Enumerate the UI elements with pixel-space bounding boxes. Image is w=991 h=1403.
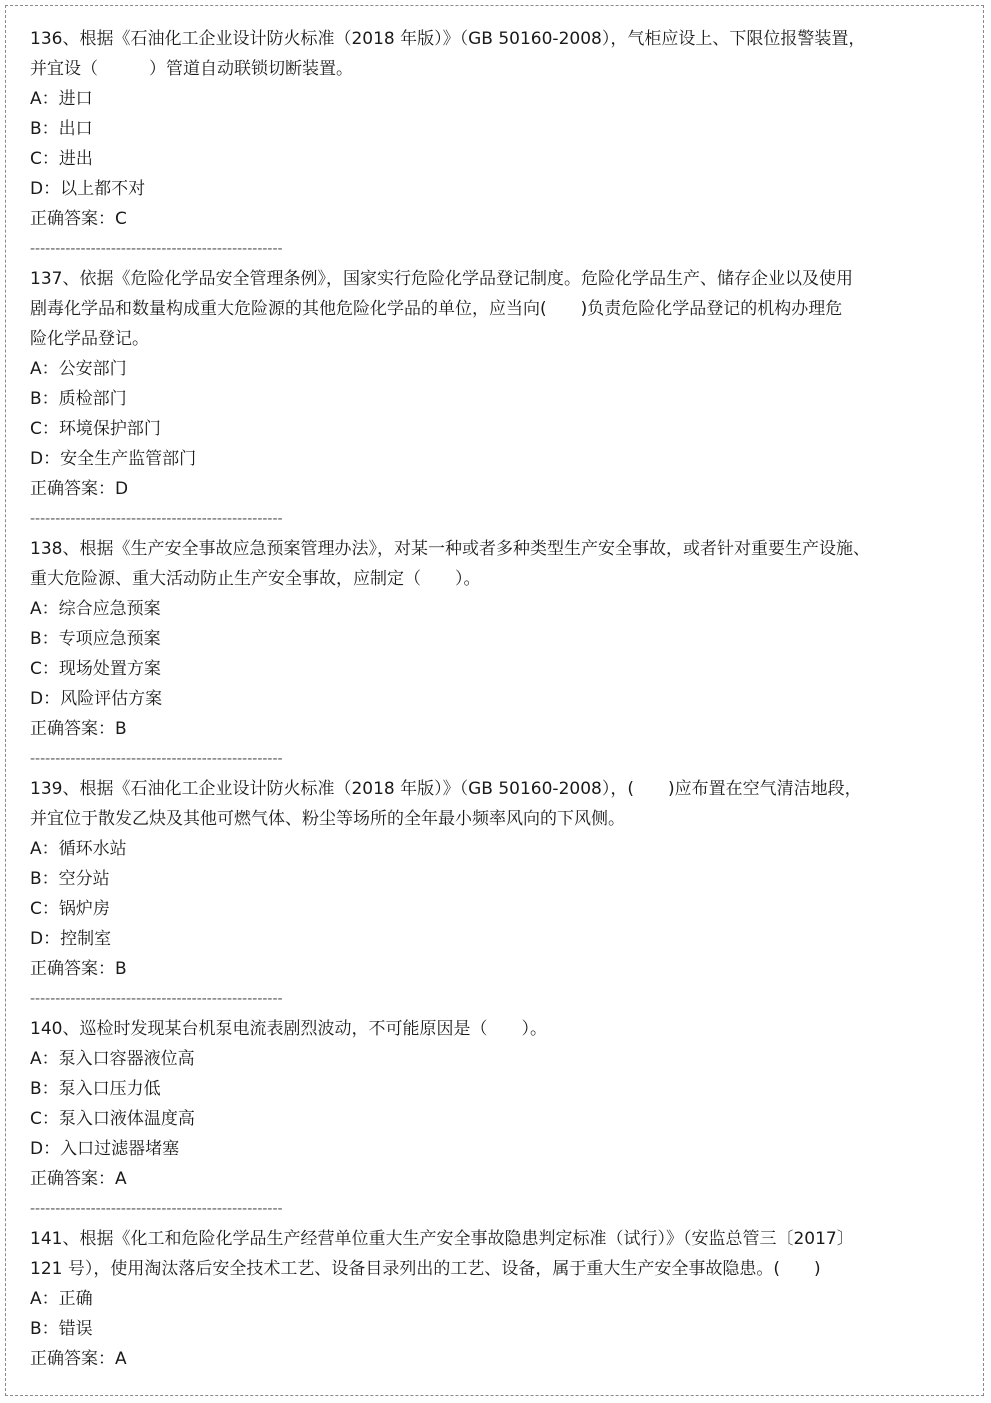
question-text-line: 险化学品登记。: [30, 329, 149, 349]
question-text-line: 121 号），使用淘汰落后安全技术工艺、设备目录列出的工艺、设备，属于重大生产安全事故隐患。( ): [30, 1259, 821, 1279]
question-text-line: 139、根据《石油化工企业设计防火标准（2018 年版）》（GB 50160-2008），( )应布置在空气清洁地段，: [30, 779, 862, 799]
answer-option: B：空分站: [30, 869, 110, 889]
answer-option: D：风险评估方案: [30, 689, 163, 709]
separator-line: --------------------------------------------------: [30, 751, 283, 767]
question-block: [30, 1014, 880, 1224]
separator-line: --------------------------------------------------: [30, 991, 283, 1007]
answer-option: B：错误: [30, 1319, 93, 1339]
question-text-line: 138、根据《生产安全事故应急预案管理办法》，对某一种或者多种类型生产安全事故，或者针对重要生产设施、: [30, 539, 870, 559]
separator-line: --------------------------------------------------: [30, 241, 283, 257]
answer-option: B：出口: [30, 119, 93, 139]
question-text-line: 重大危险源、重大活动防止生产安全事故，应制定（ ）。: [30, 569, 481, 589]
answer-option: D：以上都不对: [30, 179, 146, 199]
answer-option: A：综合应急预案: [30, 599, 161, 619]
answer-option: B：质检部门: [30, 389, 127, 409]
answer-option: C：锅炉房: [30, 899, 110, 919]
question-text-line: 140、巡检时发现某台机泵电流表剧烈波动，不可能原因是（ ）。: [30, 1019, 547, 1039]
question-text-line: 并宜位于散发乙炔及其他可燃气体、粉尘等场所的全年最小频率风向的下风侧。: [30, 809, 625, 829]
answer-option: A：进口: [30, 89, 93, 109]
correct-answer: 正确答案：B: [30, 719, 127, 739]
answer-option: C：现场处置方案: [30, 659, 161, 679]
correct-answer: 正确答案：C: [30, 209, 127, 229]
correct-answer: 正确答案：A: [30, 1169, 127, 1189]
answer-option: D：安全生产监管部门: [30, 449, 197, 469]
answer-option: C：泵入口液体温度高: [30, 1109, 195, 1129]
question-block: [30, 24, 880, 264]
separator-line: --------------------------------------------------: [30, 511, 283, 527]
correct-answer: 正确答案：A: [30, 1349, 127, 1369]
question-block: [30, 774, 880, 1014]
question-list: [30, 24, 880, 1374]
question-block: [30, 1224, 880, 1374]
question-text-line: 并宜设（ ）管道自动联锁切断装置。: [30, 59, 353, 79]
correct-answer: 正确答案：B: [30, 959, 127, 979]
answer-option: C：环境保护部门: [30, 419, 161, 439]
separator-line: --------------------------------------------------: [30, 1201, 283, 1217]
answer-option: A：公安部门: [30, 359, 127, 379]
answer-option: B：专项应急预案: [30, 629, 161, 649]
question-text-line: 剧毒化学品和数量构成重大危险源的其他危险化学品的单位，应当向( )负责危险化学品登记的机构办理危: [30, 299, 843, 319]
answer-option: A：循环水站: [30, 839, 127, 859]
question-text-line: 136、根据《石油化工企业设计防火标准（2018 年版）》（GB 50160-2008），气柜应设上、下限位报警装置，: [30, 29, 866, 49]
question-text-line: 137、依据《危险化学品安全管理条例》，国家实行危险化学品登记制度。危险化学品生产、储存企业以及使用: [30, 269, 853, 289]
question-text-line: 141、根据《化工和危险化学品生产经营单位重大生产安全事故隐患判定标准（试行）》（安监总管三〔2017〕: [30, 1229, 854, 1249]
answer-option: A：正确: [30, 1289, 93, 1309]
answer-option: B：泵入口压力低: [30, 1079, 161, 1099]
question-block: [30, 534, 880, 774]
answer-option: C：进出: [30, 149, 93, 169]
answer-option: D：控制室: [30, 929, 112, 949]
question-block: [30, 264, 880, 534]
answer-option: D：入口过滤器堵塞: [30, 1139, 180, 1159]
correct-answer: 正确答案：D: [30, 479, 129, 499]
answer-option: A：泵入口容器液位高: [30, 1049, 195, 1069]
